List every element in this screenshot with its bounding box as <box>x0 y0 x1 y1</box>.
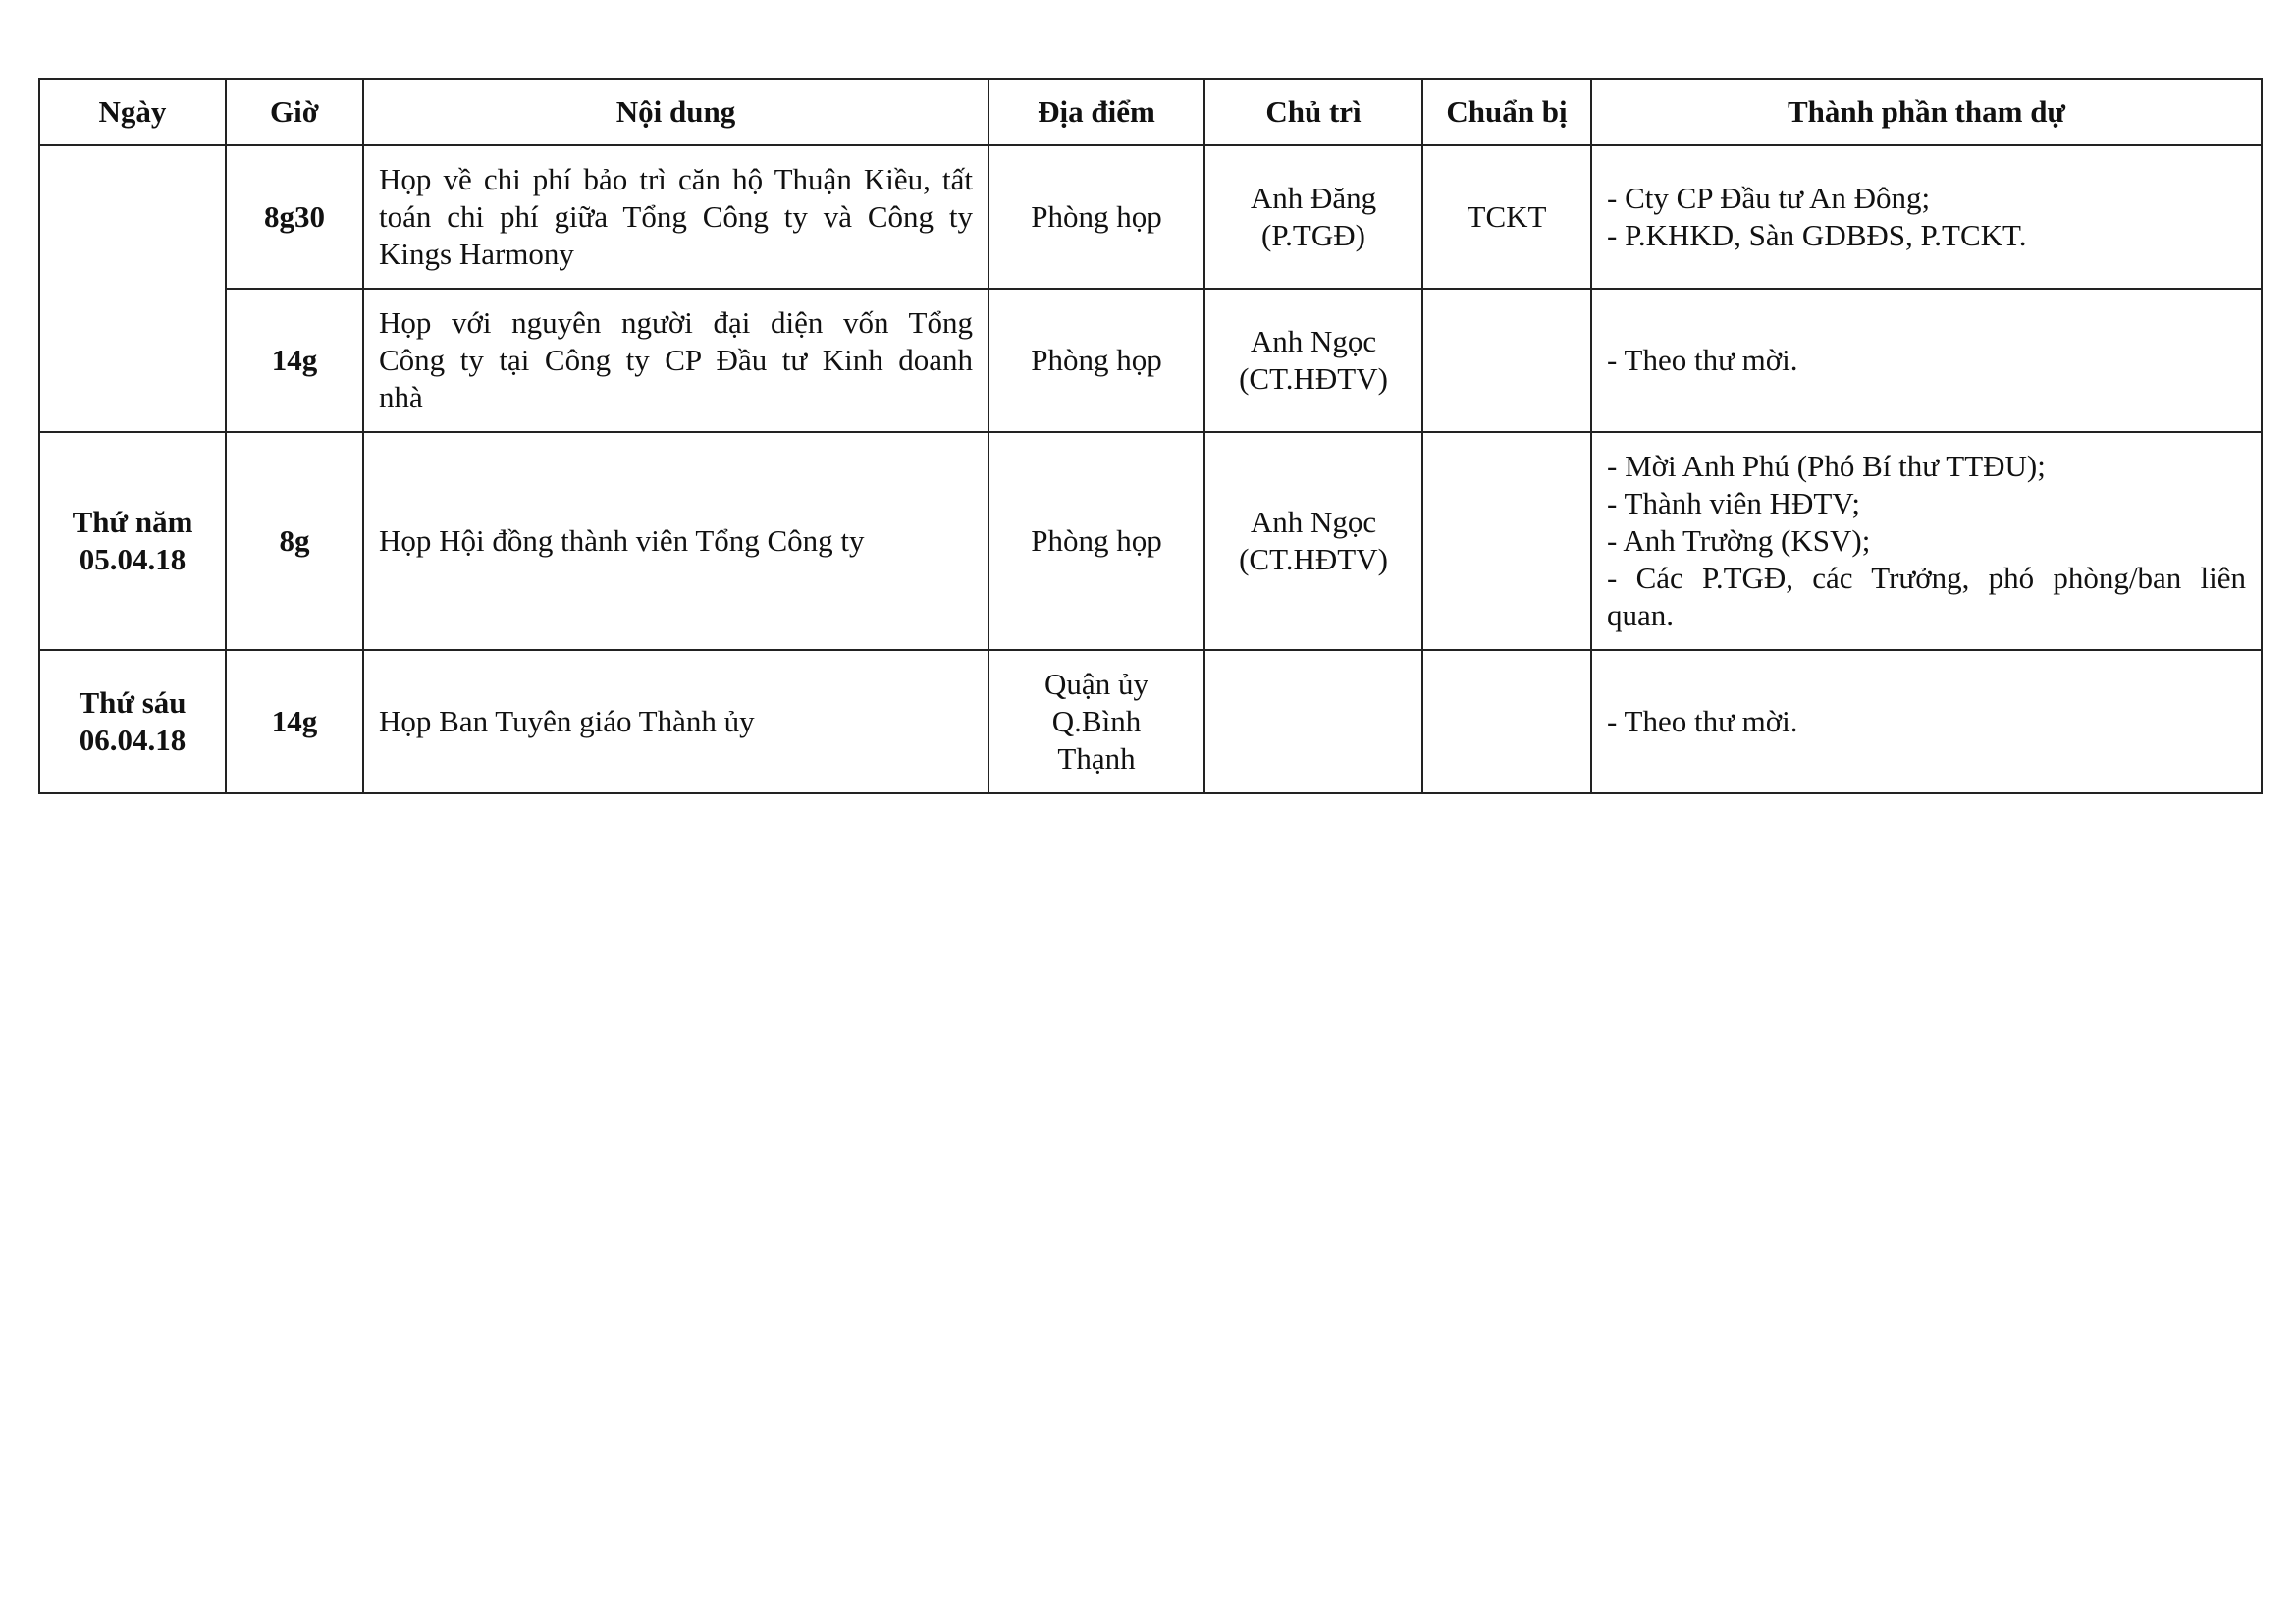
table-row <box>39 145 2262 289</box>
ngay-weekday: Thứ năm <box>72 505 193 539</box>
table-row <box>39 289 2262 432</box>
dia-diem-line: Thạnh <box>1057 741 1136 776</box>
cell-ngay <box>39 650 226 793</box>
dia-diem-line: Q.Bình <box>1051 704 1142 738</box>
thanh-phan-line: - Theo thư mời. <box>1607 343 1798 377</box>
cell-ngay <box>39 432 226 650</box>
thanh-phan-line: - Anh Trường (KSV); <box>1607 523 1871 558</box>
cell-ngay <box>39 145 226 432</box>
thanh-phan-line: - Cty CP Đầu tư An Đông; <box>1607 181 1931 215</box>
cell-gio: 14g <box>226 650 363 793</box>
header-noi-dung: Nội dung <box>363 79 988 145</box>
noi-dung-line: Họp với nguyên người đại diện vốn Tổng <box>379 305 973 340</box>
dia-diem-line: Phòng họp <box>1031 199 1162 234</box>
noi-dung-line: toán chi phí giữa Tổng Công ty và Công ty <box>379 199 973 234</box>
cell-thanh-phan <box>1591 145 2262 289</box>
cell-chu-tri <box>1204 289 1422 432</box>
ngay-date: 05.04.18 <box>79 542 187 576</box>
cell-dia-diem <box>988 289 1204 432</box>
dia-diem-line: Phòng họp <box>1031 343 1162 377</box>
chu-tri-title: (P.TGĐ) <box>1261 218 1365 252</box>
cell-dia-diem <box>988 432 1204 650</box>
cell-gio: 8g <box>226 432 363 650</box>
cell-gio: 8g30 <box>226 145 363 289</box>
thanh-phan-line: - Mời Anh Phú (Phó Bí thư TTĐU); <box>1607 449 2046 483</box>
cell-noi-dung <box>363 432 988 650</box>
header-chu-tri: Chủ trì <box>1204 79 1422 145</box>
table-row <box>39 650 2262 793</box>
thanh-phan-line: - Thành viên HĐTV; <box>1607 486 1860 520</box>
cell-chuan-bi <box>1422 289 1591 432</box>
thanh-phan-line: - Các P.TGĐ, các Trưởng, phó phòng/ban liên <box>1607 561 2246 595</box>
header-chuan-bi: Chuẩn bị <box>1422 79 1591 145</box>
dia-diem-line: Phòng họp <box>1031 523 1162 558</box>
dia-diem-line: Quận ủy <box>1044 667 1148 701</box>
chu-tri-name: Anh Đăng <box>1250 181 1377 215</box>
cell-noi-dung <box>363 145 988 289</box>
cell-chu-tri <box>1204 432 1422 650</box>
noi-dung-line: Công ty tại Công ty CP Đầu tư Kinh doanh <box>379 343 973 377</box>
cell-thanh-phan <box>1591 289 2262 432</box>
thanh-phan-line: quan. <box>1607 598 1675 632</box>
thanh-phan-line: - Theo thư mời. <box>1607 704 1798 738</box>
chu-tri-name: Anh Ngọc <box>1250 324 1377 358</box>
cell-gio: 14g <box>226 289 363 432</box>
cell-chu-tri <box>1204 145 1422 289</box>
noi-dung-line: Họp về chi phí bảo trì căn hộ Thuận Kiều, tất <box>379 162 973 196</box>
header-dia-diem: Địa điểm <box>988 79 1204 145</box>
cell-chuan-bi: TCKT <box>1422 145 1591 289</box>
chu-tri-name: Anh Ngọc <box>1250 505 1377 539</box>
cell-chuan-bi <box>1422 432 1591 650</box>
header-gio: Giờ <box>226 79 363 145</box>
cell-thanh-phan <box>1591 432 2262 650</box>
header-thanh-phan: Thành phần tham dự <box>1591 79 2262 145</box>
header-ngay: Ngày <box>39 79 226 145</box>
schedule-table <box>38 78 2263 794</box>
ngay-weekday: Thứ sáu <box>79 685 187 720</box>
cell-thanh-phan <box>1591 650 2262 793</box>
cell-dia-diem <box>988 145 1204 289</box>
noi-dung-line: Họp Hội đồng thành viên Tổng Công ty <box>379 523 865 558</box>
table-row <box>39 432 2262 650</box>
cell-chuan-bi <box>1422 650 1591 793</box>
thanh-phan-line: - P.KHKD, Sàn GDBĐS, P.TCKT. <box>1607 218 2027 252</box>
header-row <box>39 79 2262 145</box>
noi-dung-line: Kings Harmony <box>379 237 574 271</box>
noi-dung-line: Họp Ban Tuyên giáo Thành ủy <box>379 704 755 738</box>
cell-dia-diem <box>988 650 1204 793</box>
cell-noi-dung <box>363 650 988 793</box>
ngay-date: 06.04.18 <box>79 723 187 757</box>
cell-chu-tri <box>1204 650 1422 793</box>
noi-dung-line: nhà <box>379 380 423 414</box>
chu-tri-title: (CT.HĐTV) <box>1239 361 1388 396</box>
cell-noi-dung <box>363 289 988 432</box>
chu-tri-title: (CT.HĐTV) <box>1239 542 1388 576</box>
